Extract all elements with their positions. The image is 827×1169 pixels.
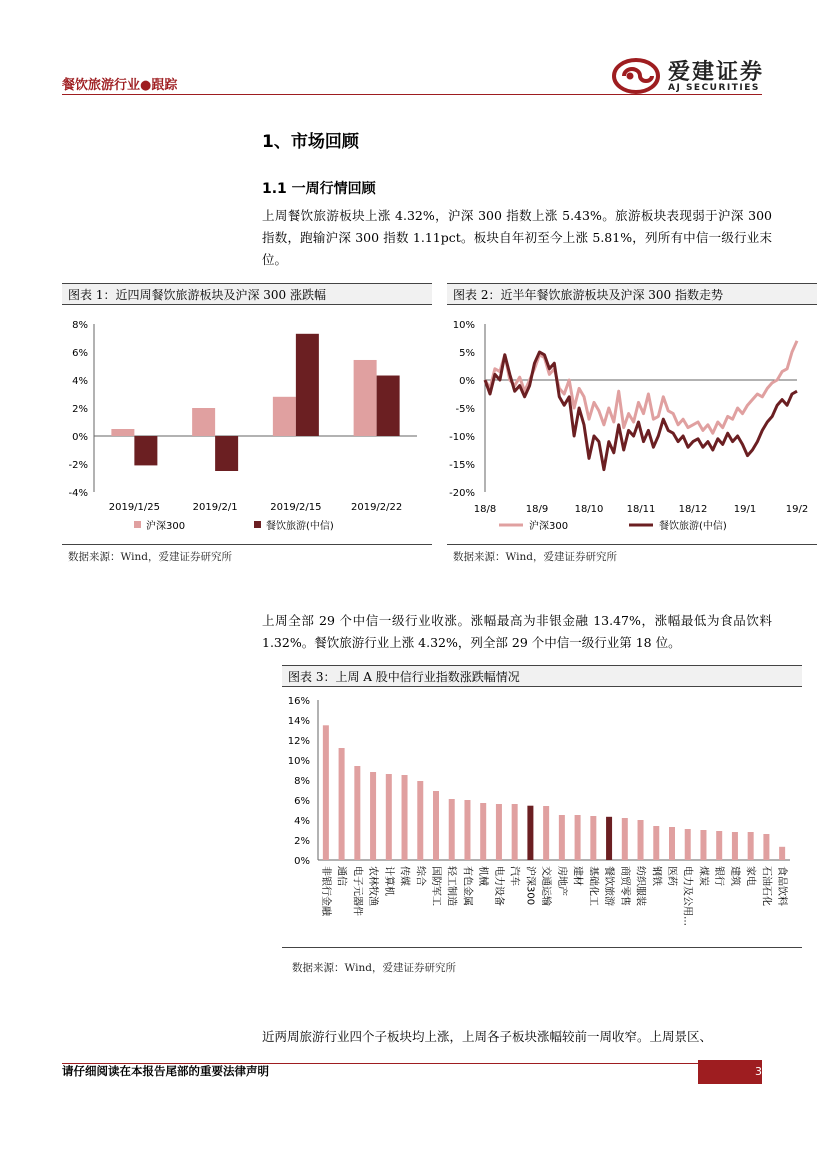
x-tick-label: 19/1 xyxy=(733,504,757,515)
company-logo-icon xyxy=(610,56,662,96)
bar-catering xyxy=(296,334,319,436)
y-tick-label: 10% xyxy=(452,320,475,331)
figure-3-bottom-rule xyxy=(282,947,802,948)
page-number-text: 3 xyxy=(755,1065,762,1078)
subsection-heading: 1.1 一周行情回顾 xyxy=(262,181,376,197)
figure-2-title: 图表 2：近半年餐饮旅游板块及沪深 300 指数走势 xyxy=(447,283,817,305)
industry-label: 综合 xyxy=(414,866,426,886)
industry-label: 传媒 xyxy=(398,866,410,886)
industry-label: 煤炭 xyxy=(697,866,709,886)
industry-bar xyxy=(449,799,455,860)
industry-bar xyxy=(669,827,675,860)
y-tick-label: 8% xyxy=(72,320,88,331)
industry-bar xyxy=(622,818,628,860)
industry-label: 医药 xyxy=(666,866,677,886)
figure-2-chart xyxy=(447,306,817,542)
paragraph-weekly-summary: 上周餐饮旅游板块上涨 4.32%，沪深 300 指数上涨 5.43%。旅游板块表现弱于沪深 300 指数，跑输沪深 300 指数 1.11pct。板块自年初至今上涨 5.81%，列所有中信一级行业末位。 xyxy=(262,208,772,267)
y-tick-label: 0% xyxy=(294,856,310,867)
industry-bar xyxy=(480,803,486,860)
industry-label: 计算机 xyxy=(382,866,394,896)
industry-label: 建筑 xyxy=(728,866,740,886)
industry-bar xyxy=(732,832,738,860)
legend-swatch xyxy=(134,521,141,528)
section-heading: 1、市场回顾 xyxy=(262,132,359,152)
industry-bar xyxy=(339,748,345,860)
industry-bar xyxy=(606,817,612,860)
industry-bar xyxy=(543,806,549,860)
industry-label: 沪深300 xyxy=(524,866,536,906)
y-tick-label: -2% xyxy=(68,460,88,471)
paragraph-industry-summary: 上周全部 29 个中信一级行业收涨。涨幅最高为非银金融 13.47%，涨幅最低为食品饮料 1.32%。餐饮旅游行业上涨 4.32%，列全部 29 个中信一级行业第 18 位。 xyxy=(262,613,772,650)
bar-catering xyxy=(134,436,157,465)
industry-bar xyxy=(496,804,502,860)
industry-label: 银行 xyxy=(713,866,725,886)
industry-bar xyxy=(638,820,644,860)
industry-label: 汽车 xyxy=(508,866,520,886)
y-tick-label: 8% xyxy=(294,776,310,787)
industry-bar xyxy=(527,806,533,860)
industry-bar xyxy=(402,775,408,860)
industry-label: 轻工制造 xyxy=(445,866,457,906)
y-tick-label: 10% xyxy=(287,756,310,767)
industry-label: 纺织服装 xyxy=(634,866,646,906)
industry-label: 建材 xyxy=(571,866,583,886)
industry-bar xyxy=(748,832,754,860)
bar-catering xyxy=(377,376,400,436)
industry-label: 电力设备 xyxy=(492,866,504,906)
industry-bar xyxy=(763,834,769,860)
x-tick-label: 18/9 xyxy=(525,504,549,515)
industry-bar xyxy=(386,774,392,860)
legend-swatch xyxy=(254,521,261,528)
bar-hs300 xyxy=(192,408,215,436)
legend-label: 沪深300 xyxy=(529,521,569,532)
figure-3-source: 数据来源：Wind，爱建证券研究所 xyxy=(292,962,456,974)
industry-bar xyxy=(559,815,565,860)
industry-label: 商贸零售 xyxy=(618,866,630,906)
industry-label: 通信 xyxy=(335,866,347,886)
y-tick-label: -5% xyxy=(455,404,475,415)
legal-disclaimer-link[interactable]: 请仔细阅读在本报告尾部的重要法律声明 xyxy=(62,1064,269,1078)
figure-1-chart xyxy=(62,306,432,542)
x-tick-label: 2019/2/15 xyxy=(270,502,322,513)
industry-bar xyxy=(417,781,423,860)
y-tick-label: 6% xyxy=(294,796,310,807)
y-tick-label: 4% xyxy=(294,816,310,827)
industry-label: 石油石化 xyxy=(760,866,772,906)
x-tick-label: 18/11 xyxy=(626,504,656,515)
industry-bar xyxy=(370,772,376,860)
x-tick-label: 2019/2/1 xyxy=(192,502,238,513)
industry-label: 非银行金融 xyxy=(319,866,331,916)
y-tick-label: 16% xyxy=(287,696,310,707)
industry-label: 钢铁 xyxy=(650,866,662,886)
legend-label: 沪深300 xyxy=(146,521,186,532)
industry-bar xyxy=(590,816,596,860)
x-tick-label: 18/12 xyxy=(678,504,708,515)
bar-hs300 xyxy=(111,429,134,436)
figure-1-title: 图表 1：近四周餐饮旅游板块及沪深 300 涨跌幅 xyxy=(62,283,432,305)
industry-bar xyxy=(512,804,518,860)
industry-bar xyxy=(433,791,439,860)
industry-label: 交通运输 xyxy=(540,866,552,906)
industry-bar xyxy=(464,800,470,860)
industry-label: 有色金属 xyxy=(461,866,473,906)
logo-english-name: AJ SECURITIES xyxy=(668,83,760,93)
industry-label: 机械 xyxy=(477,866,489,886)
industry-label: 电力及公用… xyxy=(681,866,693,926)
legend-label: 餐饮旅游(中信) xyxy=(659,521,727,532)
y-tick-label: -20% xyxy=(449,488,475,499)
y-tick-label: 4% xyxy=(72,376,88,387)
figure-3-title: 图表 3：上周 A 股中信行业指数涨跌幅情况 xyxy=(282,665,802,687)
y-tick-label: -15% xyxy=(449,460,475,471)
y-tick-label: 2% xyxy=(72,404,88,415)
x-tick-label: 18/10 xyxy=(574,504,604,515)
logo-chinese-name: 爱建证券 xyxy=(668,59,765,85)
industry-label: 食品饮料 xyxy=(776,866,788,906)
industry-bar xyxy=(716,831,722,860)
figure-2-bottom-rule xyxy=(447,544,817,545)
figure-1-bottom-rule xyxy=(62,544,432,545)
y-tick-label: 2% xyxy=(294,836,310,847)
bar-catering xyxy=(215,436,238,471)
y-tick-label: -10% xyxy=(449,432,475,443)
line-hs300 xyxy=(485,341,797,433)
industry-label: 基础化工 xyxy=(587,866,599,906)
industry-bar xyxy=(779,847,785,860)
y-tick-label: 14% xyxy=(287,716,310,727)
industry-bar xyxy=(575,815,581,860)
y-tick-label: 5% xyxy=(459,348,475,359)
figure-3-chart xyxy=(282,688,802,946)
industry-bar xyxy=(354,766,360,860)
industry-bar xyxy=(653,826,659,860)
paragraph-sub-sectors: 近两周旅游行业四个子板块均上涨，上周各子板块涨幅较前一周收窄。上周景区、 xyxy=(262,1029,713,1044)
y-tick-label: -4% xyxy=(68,488,88,499)
legend-label: 餐饮旅游(中信) xyxy=(266,521,334,532)
industry-label: 餐饮旅游 xyxy=(603,866,615,906)
bar-hs300 xyxy=(273,397,296,436)
x-tick-label: 18/8 xyxy=(473,504,497,515)
industry-label: 农林牧渔 xyxy=(367,866,379,906)
industry-bar xyxy=(685,829,691,860)
y-tick-label: 0% xyxy=(72,432,88,443)
x-tick-label: 19/2 xyxy=(785,504,809,515)
bar-hs300 xyxy=(354,360,377,436)
industry-bar xyxy=(700,830,706,860)
y-tick-label: 12% xyxy=(287,736,310,747)
y-tick-label: 6% xyxy=(72,348,88,359)
x-tick-label: 2019/1/25 xyxy=(108,502,161,513)
figure-2-source: 数据来源：Wind，爱建证券研究所 xyxy=(453,551,617,563)
industry-bar xyxy=(323,725,329,860)
page-number xyxy=(698,1060,762,1084)
industry-label: 家电 xyxy=(744,866,756,886)
y-tick-label: 0% xyxy=(459,376,475,387)
x-tick-label: 2019/2/22 xyxy=(350,502,403,513)
industry-label: 国防军工 xyxy=(430,866,441,906)
report-section-title: 餐饮旅游行业●跟踪 xyxy=(62,78,178,93)
figure-1-source: 数据来源：Wind，爱建证券研究所 xyxy=(68,551,232,563)
industry-label: 电子元器件 xyxy=(351,866,363,916)
industry-label: 房地产 xyxy=(555,866,567,896)
